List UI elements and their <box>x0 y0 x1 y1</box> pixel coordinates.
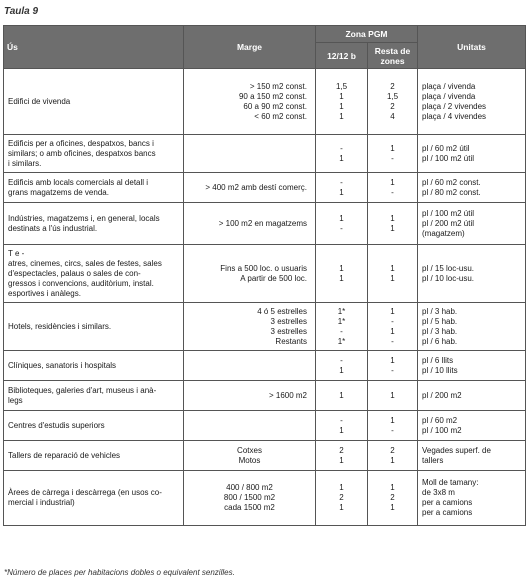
use-cell <box>4 245 184 303</box>
cell-line: A partir de 500 loc. <box>240 273 307 283</box>
cell-line: - <box>391 336 394 346</box>
zone-rest-cell <box>368 351 418 381</box>
table-row <box>4 303 526 351</box>
cell-line: Indústries, magatzems i, en general, locals <box>8 213 160 223</box>
margin-cell <box>184 303 316 351</box>
cell-line: Hotels, residències i similars. <box>8 321 112 331</box>
footnote: *Número de places per habitacions dobles o equivalent senzilles. <box>4 568 235 577</box>
cell-line: pl / 100 m2 útil <box>422 208 475 218</box>
cell-line: Clíniques, sanatoris i hospitals <box>8 360 117 370</box>
units-cell <box>418 351 526 381</box>
zone-rest-cell <box>368 135 418 173</box>
cell-line: Moll de tamany: <box>422 478 479 487</box>
table-caption: Taula 9 <box>4 6 39 17</box>
cell-line: pl / 60 m2 útil <box>422 143 470 153</box>
margin-cell <box>184 351 316 381</box>
cell-line: < 60 m2 const. <box>254 111 307 121</box>
cell-line: 1 <box>390 503 395 512</box>
cell-line: 1 <box>339 483 344 492</box>
cell-line: 1 <box>390 355 395 365</box>
margin-cell <box>184 471 316 526</box>
header-resta-zones: Resta de zones <box>368 43 418 69</box>
use-cell <box>4 441 184 471</box>
cell-line: cada 1500 m2 <box>224 503 275 512</box>
cell-line: pl / 60 m2 const. <box>422 177 481 187</box>
table-row <box>4 173 526 203</box>
cell-line: Motos <box>238 455 261 465</box>
table-row <box>4 135 526 173</box>
units-cell <box>418 203 526 245</box>
table-row <box>4 441 526 471</box>
cell-line: 4 <box>390 111 395 121</box>
cell-line: Vegades superf. de <box>422 445 491 455</box>
cell-line: - <box>391 153 394 163</box>
margin-cell <box>184 135 316 173</box>
cell-line: Biblioteques, galeries d'art, museus i anà- <box>8 385 157 395</box>
cell-line: 90 a 150 m2 const. <box>238 91 307 101</box>
cell-line: 2 <box>390 101 395 111</box>
cell-line: > 150 m2 const. <box>249 81 307 91</box>
cell-line: d'espectacles, palaus o sales de con- <box>8 268 141 278</box>
header-marge: Marge <box>184 26 316 69</box>
cell-line: 1,5 <box>386 91 399 101</box>
cell-line: pl / 200 m2 útil <box>422 218 475 228</box>
cell-line: mercial i industrial) <box>8 498 75 507</box>
cell-line: 1 <box>339 213 344 223</box>
cell-line: tallers <box>422 455 444 465</box>
margin-cell <box>184 381 316 411</box>
use-cell <box>4 173 184 203</box>
use-cell <box>4 69 184 135</box>
cell-line: 3 estrelles <box>270 326 307 336</box>
cell-line: 2 <box>339 493 344 502</box>
table-row <box>4 381 526 411</box>
cell-line: 60 a 90 m2 const. <box>243 101 307 111</box>
zone-rest-cell <box>368 441 418 471</box>
cell-line: per a camions <box>422 508 473 517</box>
cell-line: pl / 80 m2 const. <box>422 187 481 197</box>
cell-line: pl / 15 loc-usu. <box>422 263 475 273</box>
cell-line: legs <box>8 395 23 405</box>
table-row <box>4 245 526 303</box>
cell-line: 1 <box>390 390 395 400</box>
cell-line: pl / 200 m2 <box>422 390 462 400</box>
use-cell <box>4 471 184 526</box>
cell-line: Centres d'estudis superiors <box>8 420 105 430</box>
cell-line: atres, cinemes, circs, sales de festes, sales <box>8 258 162 268</box>
zone-rest-cell <box>368 203 418 245</box>
cell-line: 1 <box>339 153 344 163</box>
cell-line: 1 <box>390 177 395 187</box>
cell-line: - <box>391 365 394 375</box>
cell-line: plaça / 2 vivendes <box>422 101 487 111</box>
cell-line: > 100 m2 en magatzems <box>218 218 307 228</box>
cell-line: > 1600 m2 <box>268 390 307 400</box>
zone-rest-cell <box>368 471 418 526</box>
margin-cell <box>184 69 316 135</box>
cell-line: T e - <box>8 248 25 258</box>
zone-12-12b-cell <box>316 245 368 303</box>
cell-line: - <box>340 355 343 365</box>
use-cell <box>4 203 184 245</box>
use-cell <box>4 135 184 173</box>
cell-line: pl / 10 loc-usu. <box>422 273 475 283</box>
cell-line: Restants <box>275 336 307 346</box>
cell-line: 1 <box>339 91 344 101</box>
use-cell <box>4 303 184 351</box>
cell-line: plaça / vivenda <box>422 81 476 91</box>
cell-line: pl / 6 llits <box>422 355 454 365</box>
cell-line: pl / 5 hab. <box>422 316 458 326</box>
cell-line: 3 estrelles <box>270 316 307 326</box>
table-row <box>4 203 526 245</box>
zone-rest-cell <box>368 69 418 135</box>
cell-line: 1 <box>390 213 395 223</box>
cell-line: gressos i convencions, auditòrium, instal. <box>8 278 154 288</box>
cell-line: i similars. <box>8 158 42 168</box>
cell-line: 1 <box>390 326 395 336</box>
cell-line: 400 / 800 m2 <box>226 483 273 492</box>
cell-line: 1 <box>390 306 395 316</box>
cell-line: 1 <box>339 365 344 375</box>
margin-cell <box>184 411 316 441</box>
cell-line: > 400 m2 amb destí comerç. <box>205 182 307 192</box>
parking-requirements-table <box>3 25 526 526</box>
cell-line: 2 <box>390 445 395 455</box>
cell-line: 1* <box>337 316 346 326</box>
cell-line: 4 ó 5 estrelles <box>257 306 307 316</box>
cell-line: - <box>340 223 343 233</box>
margin-cell <box>184 245 316 303</box>
units-cell <box>418 173 526 203</box>
units-cell <box>418 245 526 303</box>
zone-12-12b-cell <box>316 351 368 381</box>
cell-line: grans magatzems de venda. <box>8 187 109 197</box>
cell-line: Tallers de reparació de vehicles <box>8 450 121 460</box>
cell-line: Cotxes <box>237 445 262 455</box>
header-zona-pgm: Zona PGM <box>316 26 418 43</box>
cell-line: 1 <box>339 425 344 435</box>
cell-line: - <box>391 187 394 197</box>
use-cell <box>4 381 184 411</box>
table-row <box>4 411 526 441</box>
zone-12-12b-cell <box>316 441 368 471</box>
cell-line: 1* <box>337 336 346 346</box>
cell-line: per a camions <box>422 498 473 507</box>
zone-rest-cell <box>368 245 418 303</box>
cell-line: 1 <box>390 273 395 283</box>
table-row <box>4 471 526 526</box>
zone-12-12b-cell <box>316 203 368 245</box>
units-cell <box>418 303 526 351</box>
cell-line: - <box>340 177 343 187</box>
header-12-12b: 12/12 b <box>316 43 368 69</box>
cell-line: Àrees de càrrega i descàrrega (en usos co- <box>8 488 162 497</box>
cell-line: 2 <box>390 493 395 502</box>
zone-12-12b-cell <box>316 381 368 411</box>
cell-line: 1 <box>339 263 344 273</box>
zone-rest-cell <box>368 303 418 351</box>
cell-line: Edificis per a oficines, despatxos, bancs i <box>8 138 154 148</box>
cell-line: 1 <box>390 263 395 273</box>
cell-line: 1 <box>390 415 395 425</box>
cell-line: pl / 6 hab. <box>422 336 458 346</box>
cell-line: - <box>340 143 343 153</box>
cell-line: - <box>391 316 394 326</box>
units-cell <box>418 381 526 411</box>
cell-line: pl / 100 m2 útil <box>422 153 475 163</box>
cell-line: pl / 3 hab. <box>422 326 458 336</box>
cell-line: plaça / 4 vivendes <box>422 111 487 121</box>
units-cell <box>418 441 526 471</box>
cell-line: 1 <box>390 143 395 153</box>
zone-12-12b-cell <box>316 135 368 173</box>
zone-12-12b-cell <box>316 69 368 135</box>
cell-line: 1 <box>390 483 395 492</box>
zone-rest-cell <box>368 381 418 411</box>
cell-line: similars; o amb oficines, despatxos bancs <box>8 148 156 158</box>
cell-line: 800 / 1500 m2 <box>223 493 276 502</box>
cell-line: 1 <box>339 273 344 283</box>
zone-rest-cell <box>368 173 418 203</box>
use-cell <box>4 351 184 381</box>
zone-12-12b-cell <box>316 411 368 441</box>
cell-line: 1 <box>390 223 395 233</box>
cell-line: 1 <box>339 101 344 111</box>
cell-line: 1 <box>339 111 344 121</box>
cell-line: 1 <box>339 455 344 465</box>
zone-rest-cell <box>368 411 418 441</box>
margin-cell <box>184 203 316 245</box>
cell-line: (magatzem) <box>422 228 465 238</box>
margin-cell <box>184 173 316 203</box>
header-us: Ús <box>4 26 184 69</box>
cell-line: - <box>391 425 394 435</box>
cell-line: 1 <box>390 455 395 465</box>
margin-cell <box>184 441 316 471</box>
cell-line: de 3x8 m <box>422 488 455 497</box>
cell-line: 1 <box>339 503 344 512</box>
cell-line: Edificis amb locals comercials al detall i <box>8 177 149 187</box>
cell-line: Fins a 500 loc. o usuaris <box>220 263 307 273</box>
cell-line: plaça / vivenda <box>422 91 476 101</box>
units-cell <box>418 69 526 135</box>
units-cell <box>418 411 526 441</box>
cell-line: esportives i anàlegs. <box>8 288 81 298</box>
header-unitats: Unitats <box>418 26 526 69</box>
cell-line: pl / 60 m2 <box>422 415 458 425</box>
cell-line: 1 <box>339 187 344 197</box>
units-cell <box>418 135 526 173</box>
cell-line: - <box>340 326 343 336</box>
zone-12-12b-cell <box>316 471 368 526</box>
cell-line: 1* <box>337 306 346 316</box>
cell-line: pl / 3 hab. <box>422 306 458 316</box>
table-row <box>4 69 526 135</box>
cell-line: Edifici de vivenda <box>8 96 71 106</box>
cell-line: pl / 100 m2 <box>422 425 462 435</box>
units-cell <box>418 471 526 526</box>
cell-line: 1 <box>339 390 344 400</box>
table-row <box>4 351 526 381</box>
cell-line: 2 <box>390 81 395 91</box>
use-cell <box>4 411 184 441</box>
cell-line: 2 <box>339 445 344 455</box>
cell-line: - <box>340 415 343 425</box>
cell-line: 1,5 <box>335 81 348 91</box>
zone-12-12b-cell <box>316 303 368 351</box>
cell-line: destinats a l'ús industrial. <box>8 223 98 233</box>
zone-12-12b-cell <box>316 173 368 203</box>
cell-line: pl / 10 llits <box>422 365 458 375</box>
